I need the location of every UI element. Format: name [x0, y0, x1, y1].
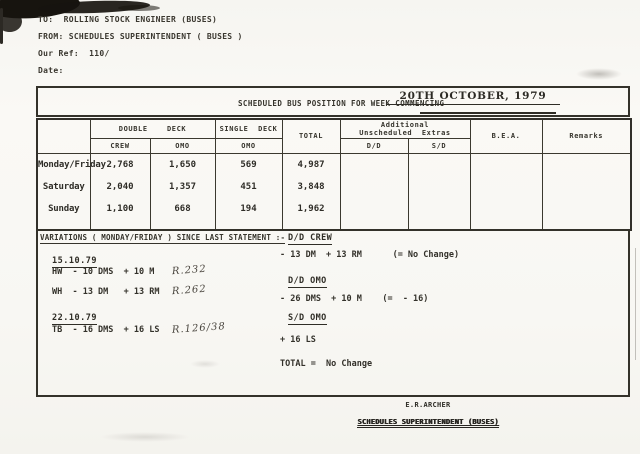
- sd-omo-value: 569: [215, 153, 282, 176]
- variation-typed: TB - 16 DMS + 16 LS: [52, 325, 160, 335]
- variation-entry: [52, 283, 226, 305]
- header-single-deck: SINGLE DECK: [215, 119, 282, 138]
- table-row-monday-friday: [37, 153, 631, 176]
- table-row-sunday: [37, 198, 631, 220]
- signatory-title: SCHEDULES SUPERINTENDENT (BUSES): [357, 418, 499, 426]
- variation-entry: [52, 321, 227, 344]
- row-label: Sunday: [37, 198, 90, 220]
- week-commencing-date: 20TH OCTOBER, 1979: [386, 90, 560, 105]
- header-extras-line2: Unscheduled Extras: [359, 128, 451, 137]
- row-label: Monday/Friday: [37, 153, 90, 176]
- variation-typed: WH - 13 DM + 13 RM: [52, 287, 160, 297]
- form-title: SCHEDULED BUS POSITION FOR WEEK COMMENCING: [238, 99, 445, 108]
- summary-sd-omo-line: + 16 LS: [280, 335, 316, 345]
- header-total: TOTAL: [282, 119, 340, 153]
- sd-extra-value: [408, 198, 470, 220]
- summary-dd-crew-line: - 13 DM + 13 RM (= No Change): [280, 250, 460, 260]
- date-line: Date:: [38, 66, 64, 75]
- variation-entry: [52, 263, 226, 286]
- variations-heading: VARIATIONS ( MONDAY/FRIDAY ) SINCE LAST STATEMENT :-: [40, 233, 286, 242]
- crew-value: 1,100: [90, 198, 150, 220]
- total-value: 4,987: [282, 153, 340, 176]
- header-bea: B.E.A.: [470, 119, 542, 153]
- dd-extra-value: [340, 153, 408, 176]
- corner-cell: [37, 119, 90, 153]
- header-dd-extra: D/D: [340, 138, 408, 153]
- sd-extra-value: [408, 176, 470, 198]
- bea-value: [470, 198, 542, 220]
- handwritten-ref: R.232: [171, 263, 208, 278]
- dd-omo-value: 1,357: [150, 176, 215, 198]
- scan-edge-mark: [635, 248, 636, 360]
- summary-dd-crew-heading: D/D CREW: [288, 233, 333, 243]
- header-extras-line1: Additional: [380, 120, 430, 129]
- header-sd-extra: S/D: [408, 138, 470, 153]
- dd-omo-value: 668: [150, 198, 215, 220]
- variation-date-2: 22.10.79: [52, 313, 97, 323]
- letterhead: [38, 15, 243, 83]
- dd-extra-value: [340, 198, 408, 220]
- crew-value: 2,040: [90, 176, 150, 198]
- table-row-filler: [37, 220, 631, 230]
- to-line: TO: ROLLING STOCK ENGINEER (BUSES): [38, 15, 218, 24]
- bus-position-table: [36, 118, 632, 231]
- summary-dd-omo-line: - 26 DMS + 10 M (= - 16): [280, 294, 429, 304]
- header-dd-omo: OMO: [150, 138, 215, 153]
- sd-omo-value: 451: [215, 176, 282, 198]
- signature-block: [338, 401, 518, 428]
- variations-box: [36, 229, 630, 397]
- bea-value: [470, 176, 542, 198]
- summary-total-line: TOTAL = No Change: [280, 359, 373, 369]
- date-underline: [420, 112, 556, 114]
- summary-sd-omo-heading: S/D OMO: [288, 313, 327, 323]
- variations-list: [52, 248, 226, 344]
- header-remarks: Remarks: [542, 119, 631, 153]
- dd-extra-value: [340, 176, 408, 198]
- variation-date-1: 15.10.79: [52, 256, 97, 266]
- handwritten-ref: R.126/38: [171, 321, 227, 336]
- scan-smudge: [576, 68, 622, 80]
- variation-typed: HW - 10 DMS + 10 M: [52, 267, 155, 277]
- header-double-deck: DOUBLE DECK: [90, 119, 215, 138]
- total-value: 3,848: [282, 176, 340, 198]
- ref-line: Our Ref: 110/: [38, 49, 110, 58]
- remarks-value: [542, 176, 631, 198]
- header-sd-omo: OMO: [215, 138, 282, 153]
- header-extras: [340, 119, 470, 138]
- remarks-value: [542, 153, 631, 176]
- dd-omo-value: 1,650: [150, 153, 215, 176]
- sd-extra-value: [408, 153, 470, 176]
- scan-ink-blob: [118, 5, 160, 11]
- scan-edge-mark: [0, 8, 3, 44]
- header-crew: CREW: [90, 138, 150, 153]
- sd-omo-value: 194: [215, 198, 282, 220]
- table-row-saturday: [37, 176, 631, 198]
- scan-smudge: [100, 432, 190, 442]
- crew-value: 2,768: [90, 153, 150, 176]
- handwritten-ref: R.262: [171, 283, 208, 298]
- signatory-name: E.R.ARCHER: [405, 401, 451, 409]
- total-value: 1,962: [282, 198, 340, 220]
- row-label: Saturday: [37, 176, 90, 198]
- title-bar: [36, 86, 630, 117]
- bea-value: [470, 153, 542, 176]
- remarks-value: [542, 198, 631, 220]
- summary-dd-omo-heading: D/D OMO: [288, 276, 327, 286]
- from-line: FROM: SCHEDULES SUPERINTENDENT ( BUSES ): [38, 32, 243, 41]
